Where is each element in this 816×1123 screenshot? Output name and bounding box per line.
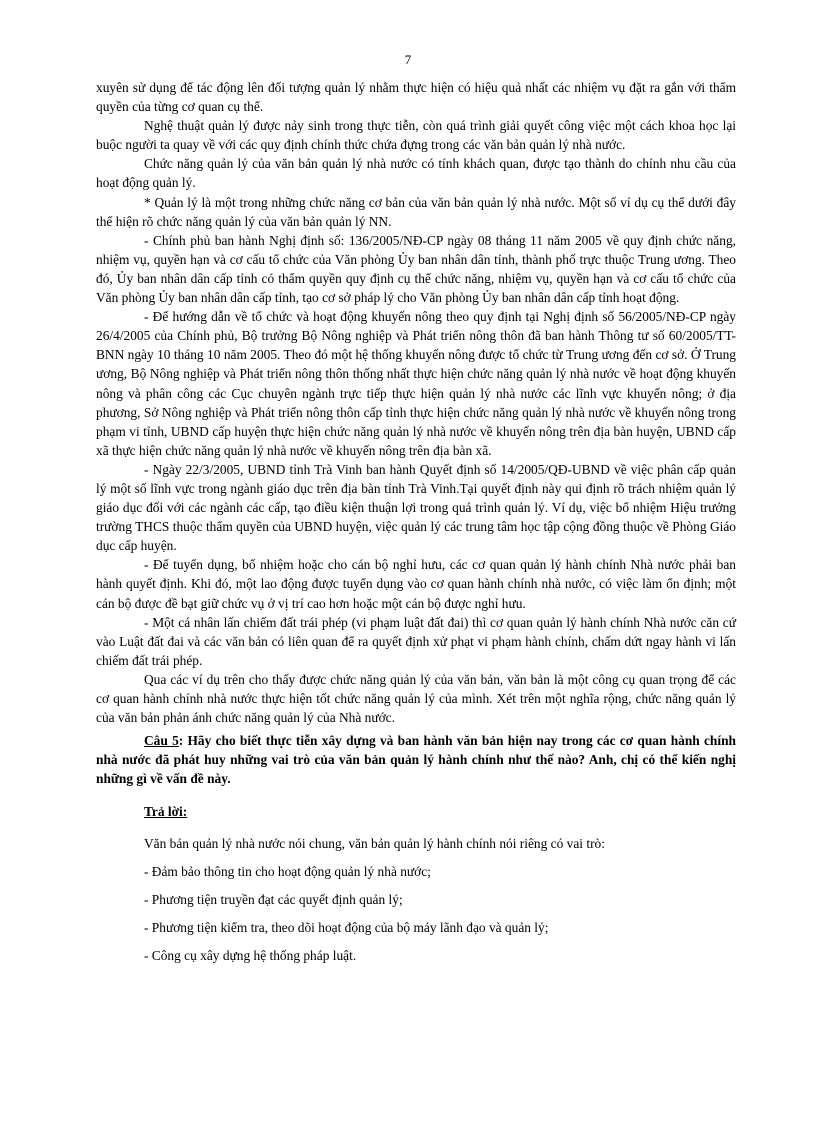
paragraph-land-encroachment: - Một cá nhân lấn chiếm đất trái phép (vi phạm luật đất đai) thì cơ quan quản lý hành chính Nhà nước căn cứ vào Luật đất đai và các văn bản có liên quan để ra quyết định xử phạt vi phạm hành chính, chấm dứt ngay hành vi lấn chiếm đất trái phép. bbox=[96, 614, 736, 668]
question-separator: : bbox=[178, 733, 184, 749]
page-content bbox=[96, 78, 736, 965]
question-5 bbox=[96, 731, 736, 788]
paragraph-continuation: xuyên sử dụng để tác động lên đối tượng quản lý nhằm thực hiện có hiệu quả nhất các nhiệm vụ đặt ra gắn với thẩm quyền của từng cơ quan cụ thể. bbox=[96, 80, 736, 115]
question-label: Câu 5 bbox=[144, 733, 179, 749]
paragraph-objective-function: Chức năng quản lý của văn bản quản lý nhà nước có tính khách quan, được tạo thành do chính nhu cầu của hoạt động quản lý. bbox=[96, 156, 736, 191]
paragraph-tra-vinh-decision: - Ngày 22/3/2005, UBND tỉnh Trà Vinh ban hành Quyết định số 14/2005/QĐ-UBND về việc phân cấp quản lý một số lĩnh vực trong ngành giáo dục trên địa bàn tỉnh Trà Vinh.Tại quyết định này qui định rõ trách nhiệm quản lý giáo dục đối với các ngành các cấp, tạo điều kiện thuận lợi trong quá trình quản lý. Ví dụ, việc bổ nhiệm Hiệu trưởng trường THCS thuộc thẩm quyền của UBND huyện, việc quản lý các trung tâm học tập cộng đồng thuộc về Phòng Giáo dục cấp huyện. bbox=[96, 461, 736, 554]
page-number: 7 bbox=[404, 52, 412, 67]
paragraph-decree-136: - Chính phủ ban hành Nghị định số: 136/2005/NĐ-CP ngày 08 tháng 11 năm 2005 về quy định chức năng, nhiệm vụ, quyền hạn và cơ cấu tổ chức của Văn phòng Ủy ban nhân dân tỉnh, thành phố trực thuộc Trung ương. Theo đó, Ủy ban nhân dân cấp tỉnh có thẩm quyền quy định cụ thể chức năng, nhiệm vụ, quyền hạn và cơ cấu tổ chức của Văn phòng Ủy ban nhân dân cấp tỉnh, tạo cơ sở pháp lý cho Văn phòng Ủy ban nhân dân cấp tỉnh hoạt động. bbox=[96, 232, 736, 306]
role-item-inspection: - Phương tiện kiểm tra, theo dõi hoạt động của bộ máy lãnh đạo và quản lý; bbox=[144, 919, 549, 935]
role-item-information: - Đảm bảo thông tin cho hoạt động quản lý nhà nước; bbox=[144, 863, 431, 879]
paragraph-management-art: Nghệ thuật quản lý được nảy sinh trong thực tiễn, còn quá trình giải quyết công việc một cách khoa học lại buộc người ta quay về với các quy định chính thức chứa đựng trong các văn bản quản lý nhà nước. bbox=[96, 118, 736, 153]
role-item-communication: - Phương tiện truyền đạt các quyết định quản lý; bbox=[144, 891, 403, 907]
paragraph-agricultural-extension: - Để hướng dẫn về tổ chức và hoạt động khuyến nông theo quy định tại Nghị định số 56/2005/NĐ-CP ngày 26/4/2005 của Chính phủ, Bộ trưởng Bộ Nông nghiệp và Phát triển nông thôn đã ban hành Thông tư số 60/2005/TT-BNN ngày 10 tháng 10 năm 2005. Theo đó một hệ thống khuyến nông được tổ chức từ Trung ương đến cơ sở. Ở Trung ương, Bộ Nông nghiệp và Phát triển nông thôn thống nhất thực hiện chức năng quản lý nhà nước về hoạt động khuyến nông và phân công các Cục chuyên ngành trực tiếp thực hiện quản lý nhà nước các lĩnh vực khuyến nông; ở địa phương, Sở Nông nghiệp và Phát triển nông thôn cấp tỉnh thực hiện chức năng quản lý nhà nước về khuyến nông trong phạm vi tỉnh, UBND cấp huyện thực hiện chức năng quản lý nhà nước về khuyến nông trên địa bàn huyện, UBND cấp xã thực hiện chức năng quản lý nhà nước về khuyến nông trên địa bàn xã. bbox=[96, 309, 736, 458]
answer-label: Trả lời: bbox=[144, 804, 188, 820]
paragraph-recruitment: - Để tuyển dụng, bổ nhiệm hoặc cho cán bộ nghỉ hưu, các cơ quan quản lý hành chính Nhà nước phải ban hành quyết định. Khi đó, một lao động được tuyển dụng vào cơ quan hành chính nhà nước, có việc làm ổn định; một cán bộ được đề bạt giữ chức vụ ở vị trí cao hơn hoặc một cán bộ được nghỉ hưu. bbox=[96, 557, 736, 611]
role-item-legal-system: - Công cụ xây dựng hệ thống pháp luật. bbox=[144, 947, 357, 963]
answer-intro: Văn bản quản lý nhà nước nói chung, văn bản quản lý hành chính nói riêng có vai trò: bbox=[144, 835, 605, 851]
paragraph-conclusion: Qua các ví dụ trên cho thấy được chức năng quản lý của văn bản, văn bản là một công cụ quan trọng để các cơ quan hành chính nhà nước thực hiện tốt chức năng quản lý của mình. Xét trên một nghĩa rộng, chức năng quản lý của văn bản phản ánh chức năng quản lý của Nhà nước. bbox=[96, 671, 736, 726]
question-text: Hãy cho biết thực tiễn xây dựng và ban hành văn bản hiện nay trong các cơ quan hành chính nhà nước đã phát huy những vai trò của văn bản quản lý hành chính như thế nào? Anh, chị có thể kiến nghị những gì về vấn đề này. bbox=[96, 733, 736, 787]
paragraph-management-intro: * Quản lý là một trong những chức năng cơ bản của văn bản quản lý nhà nước. Một số ví dụ cụ thể dưới đây thể hiện rõ chức năng quản lý của văn bản quản lý NN. bbox=[96, 194, 736, 229]
